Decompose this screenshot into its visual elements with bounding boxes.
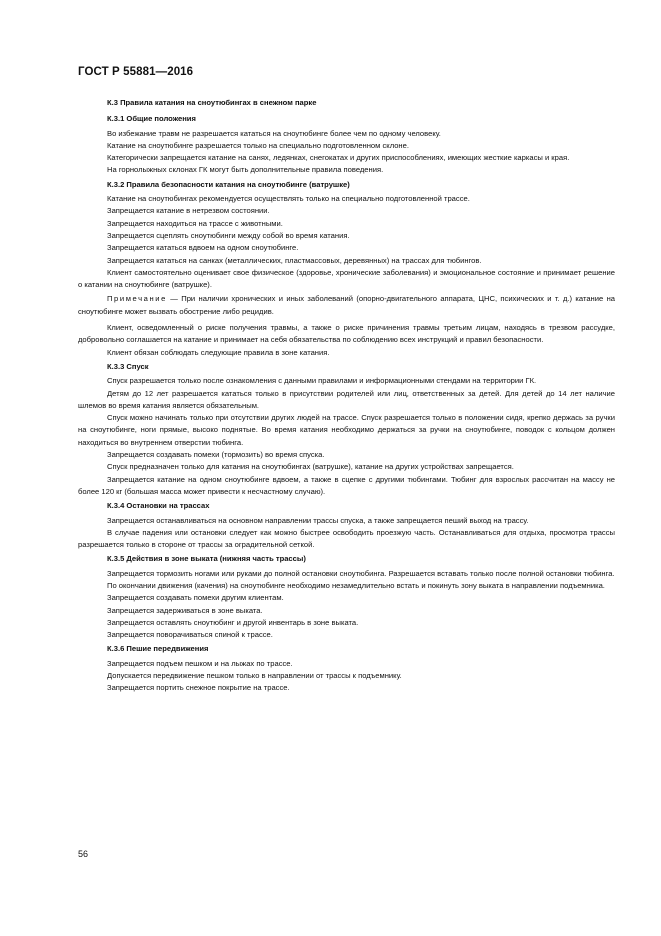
paragraph: Детям до 12 лет разрешается кататься только в присутствии родителей или лиц, ответственных за детей. Для детей до 14 лет наличие шлемов во время катания является обязательным.: [78, 388, 615, 410]
paragraph: В случае падения или остановки следует как можно быстрее освободить проезжую часть. Останавливаться для отдыха, просмотра трассы разрешается только в стороне от трассы за оградительной сеткой.: [78, 527, 615, 550]
section-heading: К.3.3 Спуск: [107, 361, 149, 371]
paragraph: Клиент обязан соблюдать следующие правила в зоне катания.: [107, 347, 330, 357]
paragraph: Запрещается кататься вдвоем на одном сноутюбинге.: [107, 243, 299, 253]
note-label: Примечание: [107, 294, 167, 304]
paragraph: Запрещается создавать помехи (тормозить) во время спуска.: [107, 450, 325, 460]
paragraph: Запрещается катание в нетрезвом состоянии.: [107, 206, 270, 216]
paragraph: По окончании движения (качения) на сноутюбинге необходимо незамедлительно встать и покинуть зону выката в направлении подъемника.: [107, 580, 605, 590]
paragraph: Категорически запрещается катание на санях, ледянках, снегокатах и других приспособлениях, имеющих жесткие каркасы и края.: [107, 153, 570, 163]
paragraph: Катание на сноутюбингах рекомендуется осуществлять только на специально подготовленной трассе.: [107, 194, 470, 204]
section-heading: К.3.2 Правила безопасности катания на сноутюбинге (ватрушке): [107, 179, 350, 189]
paragraph: Запрещается сцеплять сноутюбинги между собой во время катания.: [107, 230, 350, 240]
section-heading: К.3.6 Пешие передвижения: [107, 644, 209, 654]
document-body: [78, 97, 615, 695]
paragraph: Катание на сноутюбинге разрешается только на специально подготовленном склоне.: [107, 140, 409, 150]
page-number: 56: [78, 849, 89, 859]
section-heading: К.3.4 Остановки на трассах: [107, 501, 210, 511]
paragraph: Запрещается портить снежное покрытие на трассе.: [107, 683, 290, 693]
paragraph: Запрещается задерживаться в зоне выката.: [107, 605, 263, 615]
paragraph: Запрещается останавливаться на основном направлении трассы спуска, а также запрещается пеший выход на трассу.: [107, 515, 529, 525]
paragraph: Запрещается оставлять сноутюбинг и другой инвентарь в зоне выката.: [107, 617, 359, 627]
section-heading: К.3.5 Действия в зоне выката (нижняя часть трассы): [107, 554, 306, 564]
note-text: — При наличии хронических и иных заболеваний (опорно-двигательного аппарата, ЦНС, психических и т. д.) катание на сноутюбинге может вызвать обострение либо рецидив.: [78, 294, 615, 316]
document-code: ГОСТ Р 55881—2016: [78, 66, 194, 78]
paragraph: Запрещается находиться на трассе с животными.: [107, 218, 283, 228]
paragraph: Запрещается подъем пешком и на лыжах по трассе.: [107, 658, 293, 668]
paragraph: Запрещается поворачиваться спиной к трассе.: [107, 630, 273, 640]
paragraph: Спуск можно начинать только при отсутствии других людей на трассе. Спуск разрешается только в положении сидя, крепко держась за ручки на сноутюбинге, ноги прямые, высоко поднятые. Во время катания необходимо держаться за ручки на сноутюбинге, поводок с кольцом должен находиться во внутреннем отверстии тюбинга.: [78, 413, 615, 447]
note-paragraph: [78, 293, 615, 318]
paragraph: Клиент, осведомленный о риске получения травмы, а также о риске причинения травмы третьим лицам, находясь в трезвом рассудке, добровольно соглашается на катание и принимает на себя обязательства по соблюдению всех инструкций и правил безопасности.: [78, 323, 615, 345]
paragraph: Допускается передвижение пешком только в направлении от трассы к подъемнику.: [107, 671, 402, 681]
section-heading: К.3.1 Общие положения: [107, 114, 196, 124]
paragraph: Запрещается кататься на санках (металлических, пластмассовых, деревянных) на трассах для тюбингов.: [107, 255, 482, 265]
paragraph: Запрещается катание на одном сноутюбинге вдвоем, а также в сцепке с другими тюбингами. Тюбинг для взрослых рассчитан на массу не более 120 кг (большая масса может привести к несчастному случаю).: [78, 474, 615, 496]
paragraph: Клиент самостоятельно оценивает свое физическое (здоровье, хронические заболевания) и эмоциональное состояние и принимает решение о катании на сноутюбинге (ватрушке).: [78, 267, 615, 290]
paragraph: Во избежание травм не разрешается кататься на сноутюбинге более чем по одному человеку.: [107, 128, 441, 138]
paragraph: Спуск разрешается только после ознакомления с данными правилами и информационными стендами на территории ГК.: [107, 376, 537, 386]
paragraph: Запрещается создавать помехи другим клиентам.: [107, 593, 284, 603]
paragraph: Спуск предназначен только для катания на сноутюбингах (ватрушке), катание на других устройствах запрещается.: [107, 462, 514, 472]
paragraph: На горнолыжных склонах ГК могут быть дополнительные правила поведения.: [107, 165, 384, 175]
section-heading: К.3 Правила катания на сноутюбингах в снежном парке: [107, 98, 317, 107]
paragraph: Запрещается тормозить ногами или руками до полной остановки сноутюбинга. Разрешается вставать только после полной остановки тюбинга.: [107, 568, 615, 578]
